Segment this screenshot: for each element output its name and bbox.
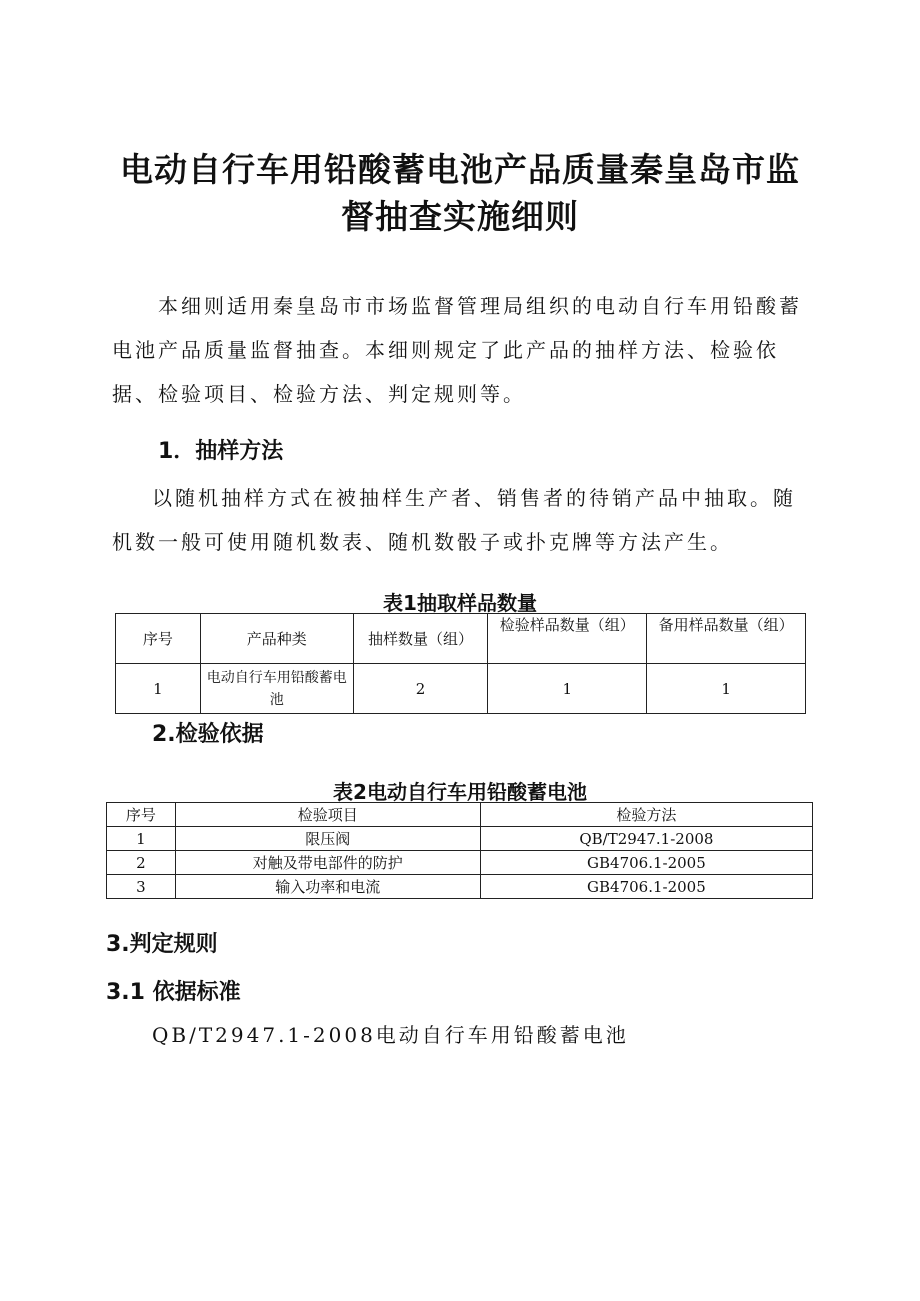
table-cell: 1 (647, 664, 806, 714)
table-cell: 2 (107, 851, 176, 875)
table-cell: 限压阀 (175, 827, 480, 851)
table-row (107, 875, 813, 899)
table-row (116, 664, 806, 714)
table-cell: 2 (353, 664, 488, 714)
table-cell: 1 (116, 664, 201, 714)
section-1-line-1: 以随机抽样方式在被抽样生产者、销售者的待销产品中抽取。随 (152, 486, 796, 510)
header-cell: 备用样品数量（组） (647, 614, 806, 664)
table-row (107, 851, 813, 875)
header-cell: 序号 (107, 803, 176, 827)
header-cell: 检验项目 (175, 803, 480, 827)
sample-quantity-table (115, 613, 806, 714)
section-2-heading: 2.检验依据 (152, 722, 264, 747)
table-cell: 1 (488, 664, 647, 714)
table-row (107, 827, 813, 851)
table-header-row (116, 614, 806, 664)
section-1-heading: 1．抽样方法 (158, 439, 284, 464)
intro-line-3: 据、检验项目、检验方法、判定规则等。 (112, 382, 526, 406)
standard-reference: QB/T2947.1-2008电动自行车用铅酸蓄电池 (152, 1023, 629, 1047)
header-cell: 序号 (116, 614, 201, 664)
table-cell: QB/T2947.1-2008 (480, 827, 812, 851)
table-cell: GB4706.1-2005 (480, 851, 812, 875)
table-cell: 输入功率和电流 (175, 875, 480, 899)
table-cell: 对触及带电部件的防护 (175, 851, 480, 875)
table-cell: 1 (107, 827, 176, 851)
document-title-line-1: 电动自行车用铅酸蓄电池产品质量秦皇岛市监 (120, 150, 800, 189)
table-header-row (107, 803, 813, 827)
inspection-basis-table (106, 802, 813, 899)
table-cell: 3 (107, 875, 176, 899)
section-3-1-heading: 3.1 依据标准 (106, 980, 241, 1005)
table-cell: 电动自行车用铅酸蓄电池 (200, 664, 353, 714)
table-1-caption: 表1抽取样品数量 (383, 591, 537, 615)
document-title-line-2: 督抽查实施细则 (341, 197, 579, 236)
header-cell: 检验方法 (480, 803, 812, 827)
table-cell: GB4706.1-2005 (480, 875, 812, 899)
table-2-caption: 表2电动自行车用铅酸蓄电池 (333, 780, 587, 804)
header-cell: 检验样品数量（组） (488, 614, 647, 664)
intro-line-2: 电池产品质量监督抽查。本细则规定了此产品的抽样方法、检验依 (112, 338, 779, 362)
header-cell: 抽样数量（组） (353, 614, 488, 664)
header-cell: 产品种类 (200, 614, 353, 664)
intro-line-1: 本细则适用秦皇岛市市场监督管理局组织的电动自行车用铅酸蓄 (158, 294, 802, 318)
section-3-heading: 3.判定规则 (106, 932, 218, 957)
section-1-line-2: 机数一般可使用随机数表、随机数骰子或扑克牌等方法产生。 (112, 530, 733, 554)
